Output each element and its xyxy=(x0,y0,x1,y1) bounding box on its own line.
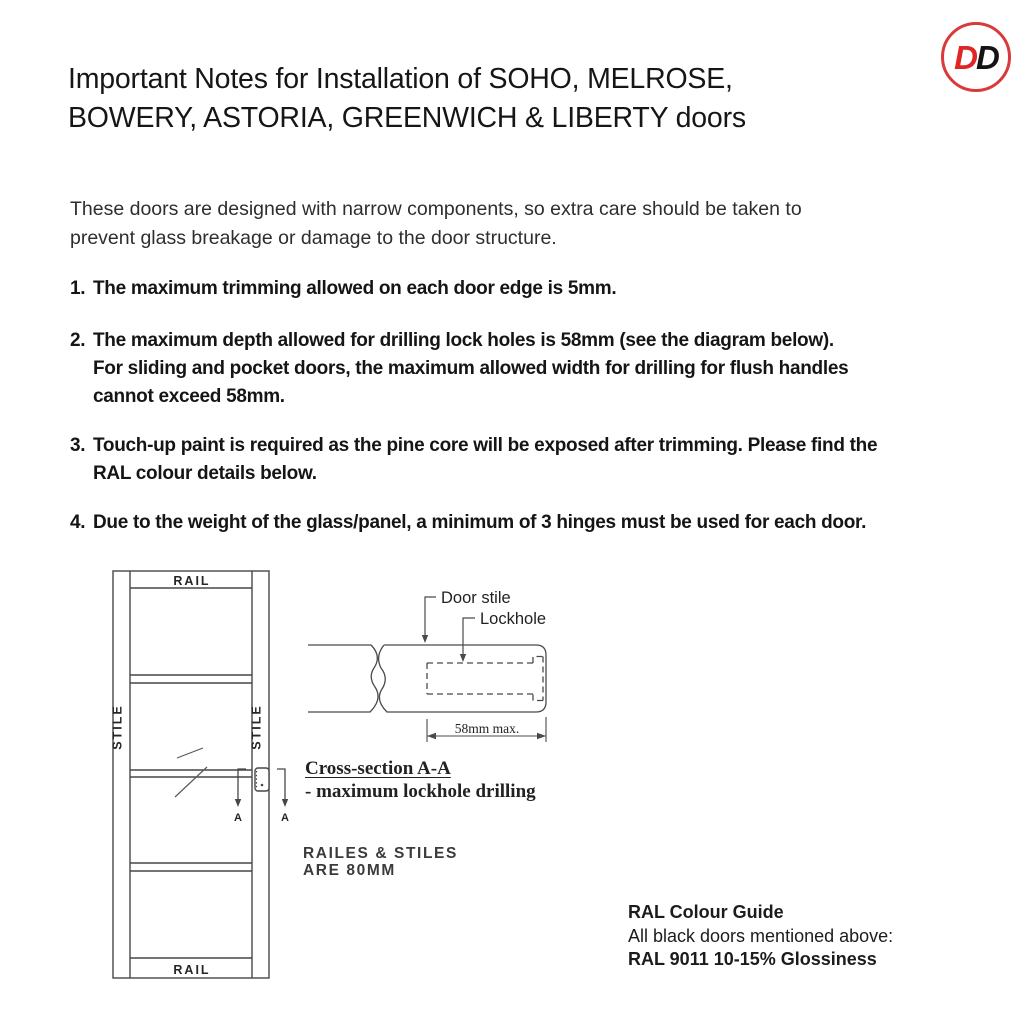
stile-left-label: STILE xyxy=(110,704,125,750)
page-title-line-2: BOWERY, ASTORIA, GREENWICH & LIBERTY doors xyxy=(68,102,746,134)
note-1-line-1: The maximum trimming allowed on each door edge is 5mm. xyxy=(93,278,617,299)
note-2-line-2: For sliding and pocket doors, the maximum allowed width for drilling for flush handles xyxy=(93,358,849,379)
cross-section-caption-title: Cross-section A-A xyxy=(305,758,451,779)
section-arrow-left-line xyxy=(238,769,246,801)
note-2-text xyxy=(93,327,848,411)
lockcase-keyhole-dot xyxy=(261,784,264,787)
ral-guide-line-1: All black doors mentioned above: xyxy=(628,925,894,946)
note-3-line-1: Touch-up paint is required as the pine core will be exposed after trimming. Please find the xyxy=(93,435,878,456)
door-stile-leader-line xyxy=(425,597,436,637)
stile-right-label: STILE xyxy=(249,704,264,750)
note-item-4 xyxy=(70,509,980,537)
note-4-text xyxy=(93,509,866,537)
rails-stiles-note-line-1: RAILES & STILES xyxy=(303,845,458,862)
glass-marks xyxy=(175,748,207,797)
note-item-3 xyxy=(70,432,980,488)
dimension-arrow-right xyxy=(537,733,546,739)
door-stile-leader-arrow xyxy=(422,635,428,643)
note-2-number: 2. xyxy=(70,330,86,351)
section-marker-a-right: A xyxy=(281,812,289,824)
ral-guide-line-2: RAL 9011 10-15% Glossiness xyxy=(628,949,877,969)
cross-section-caption xyxy=(305,757,536,803)
intro-line-1: These doors are designed with narrow components, so extra care should be taken to xyxy=(70,198,802,220)
lockhole-leader-line xyxy=(463,618,475,656)
section-arrow-right-head xyxy=(282,799,288,807)
dd-brand-logo-icon xyxy=(941,22,1011,92)
logo-letter-2: D xyxy=(976,38,998,76)
note-1-text xyxy=(93,275,616,303)
note-3-line-2: RAL colour details below. xyxy=(93,463,317,484)
ral-colour-guide xyxy=(628,901,893,972)
rails-stiles-note xyxy=(303,846,458,879)
note-item-2 xyxy=(70,327,980,411)
note-4-line-1: Due to the weight of the glass/panel, a minimum of 3 hinges must be used for each door. xyxy=(93,512,867,533)
note-2-line-1: The maximum depth allowed for drilling lock holes is 58mm (see the diagram below). xyxy=(93,330,834,351)
cross-section-caption-subtitle: - maximum lockhole drilling xyxy=(305,781,536,802)
note-4-number: 4. xyxy=(70,512,86,533)
stile-break-left-piece xyxy=(308,645,378,712)
page-title-line-1: Important Notes for Installation of SOHO, MELROSE, xyxy=(68,63,733,95)
dimension-arrow-left xyxy=(427,733,436,739)
ral-guide-heading: RAL Colour Guide xyxy=(628,902,784,922)
door-stile-label: Door stile xyxy=(441,589,511,607)
note-3-text xyxy=(93,432,877,488)
section-arrow-left-head xyxy=(235,799,241,807)
note-1-number: 1. xyxy=(70,278,86,299)
rail-bottom-label: RAIL xyxy=(173,963,211,977)
intro-line-2: prevent glass breakage or damage to the door structure. xyxy=(70,227,557,249)
section-marker-a-left: A xyxy=(234,812,242,824)
lockhole-leader-arrow xyxy=(460,654,466,662)
rail-top-label: RAIL xyxy=(173,574,211,588)
note-3-number: 3. xyxy=(70,435,86,456)
note-item-1 xyxy=(70,275,980,303)
note-2-line-3: cannot exceed 58mm. xyxy=(93,386,285,407)
section-arrow-right-line xyxy=(277,769,285,801)
logo-letter-1: D xyxy=(954,38,976,76)
door-elevation-diagram xyxy=(110,571,288,978)
page-title xyxy=(68,60,908,138)
lockhole-label: Lockhole xyxy=(480,610,547,628)
intro-paragraph xyxy=(70,195,970,253)
lockcase-block xyxy=(255,768,269,791)
rails-stiles-note-line-2: ARE 80MM xyxy=(303,861,396,879)
lockhole-dashed-outline xyxy=(427,657,543,701)
logo-letters xyxy=(954,38,998,76)
door-outline xyxy=(110,571,269,978)
dimension-58mm-label: 58mm max. xyxy=(454,721,520,736)
